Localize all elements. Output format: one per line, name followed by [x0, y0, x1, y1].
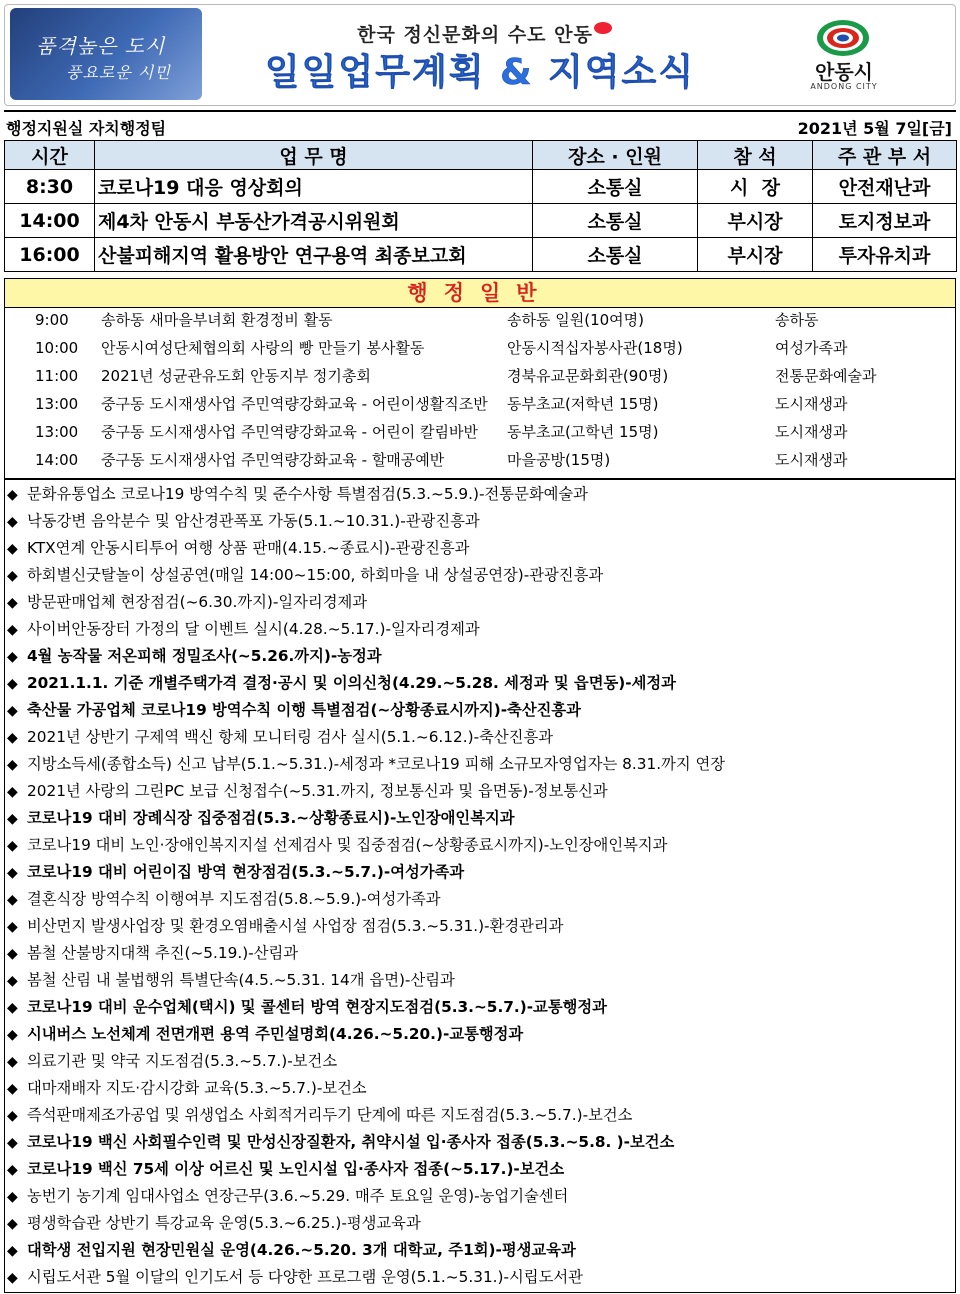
row-place: 소통실 [533, 170, 698, 204]
diamond-bullet-icon: ◆ [7, 1243, 18, 1259]
bulletin-text: 봄철 산불방지대책 추진(~5.19.)-산림과 [27, 944, 299, 962]
diamond-bullet-icon: ◆ [7, 757, 18, 773]
bulletin-item [7, 1183, 951, 1210]
bulletin-text: 대학생 전입지원 현장민원실 운영(4.26.~5.20. 3개 대학교, 주1회)-평생교육과 [27, 1241, 576, 1259]
diamond-bullet-icon: ◆ [7, 784, 18, 800]
bulletin-text: 코로나19 대비 노인·장애인복지지설 선제검사 및 집중점검(~상황종료시까지)-노인장애인복지과 [27, 836, 668, 854]
report-date: 2021년 5월 7일[금] [797, 119, 952, 138]
bulletin-item [7, 697, 951, 724]
page-title: 일일업무계획 & 지역소식 [264, 52, 696, 93]
bulletin-item [7, 1210, 951, 1237]
bulletin-text: 대마재배자 지도·감시강화 교육(5.3.~5.7.)-보건소 [27, 1079, 367, 1097]
diamond-bullet-icon: ◆ [7, 946, 18, 962]
logo-name: 안동시 [815, 60, 873, 84]
bulletin-text: 방문판매업체 현장점검(~6.30.까지)-일자리경제과 [27, 593, 368, 611]
bulletin-item [7, 1102, 951, 1129]
bulletin-text: 시내버스 노선체계 전면개편 용역 주민설명회(4.26.~5.20.)-교통행정과 [27, 1025, 524, 1043]
item-time: 10:00 [35, 339, 79, 357]
bulletin-item [7, 805, 951, 832]
item-place: 동부초교(고학년 15명) [507, 423, 659, 441]
row-dept: 안전재난과 [813, 170, 957, 204]
item-task: 중구동 도시재생사업 주민역량강화교육 - 어린이생활직조반 [101, 395, 488, 413]
andong-mark-icon [594, 22, 612, 34]
bulletin-text: 비산먼지 발생사업장 및 환경오염배출시설 사업장 점검(5.3.~5.31.)-환경관리과 [27, 917, 564, 935]
bulletin-item [7, 724, 951, 751]
bulletin-text: 코로나19 대비 어린이집 방역 현장점검(5.3.~5.7.)-여성가족과 [27, 863, 465, 881]
row-task: 산불피해지역 활용방안 연구용역 최종보고회 [95, 238, 533, 272]
bulletin-item [7, 859, 951, 886]
bulletin-item [7, 913, 951, 940]
bulletin-item [7, 940, 951, 967]
row-task: 제4차 안동시 부동산가격공시위원회 [95, 204, 533, 238]
bulletin-text: 2021.1.1. 기준 개별주택가격 결정·공시 및 이의신청(4.29.~5.28. 세정과 및 읍면동)-세정과 [27, 674, 676, 692]
bulletin-item [7, 616, 951, 643]
row-dept: 토지정보과 [813, 204, 957, 238]
bulletin-text: 낙동강변 음악분수 및 암산경관폭포 가동(5.1.~10.31.)-관광진흥과 [27, 512, 480, 530]
item-time: 14:00 [35, 451, 79, 469]
item-dept: 도시재생과 [775, 423, 848, 441]
item-task: 2021년 성균관유도회 안동지부 정기총회 [101, 367, 371, 385]
bulletin-text: 봄철 산림 내 불법행위 특별단속(4.5.~5.31. 14개 읍면)-산림과 [27, 971, 455, 989]
diamond-bullet-icon: ◆ [7, 919, 18, 935]
bulletin-text: 시립도서관 5월 이달의 인기도서 등 다양한 프로그램 운영(5.1.~5.31.)-시립도서관 [27, 1268, 583, 1286]
bulletin-text: 문화유통업소 코로나19 방역수칙 및 준수사항 특별점검(5.3.~5.9.)-전통문화예술과 [27, 485, 588, 503]
bulletin-item [7, 589, 951, 616]
schedule-header-row [5, 141, 957, 170]
bulletin-item [7, 832, 951, 859]
row-time: 16:00 [5, 238, 95, 272]
item-task: 송하동 새마을부녀회 환경정비 활동 [101, 311, 333, 329]
team-date-row [4, 110, 956, 141]
bulletin-item [7, 1264, 951, 1291]
diamond-bullet-icon: ◆ [7, 865, 18, 881]
row-attend: 부시장 [698, 204, 813, 238]
bulletin-item [7, 1129, 951, 1156]
bulletin-item [7, 1075, 951, 1102]
bulletin-item [7, 1021, 951, 1048]
bulletin-text: 하회별신굿탈놀이 상설공연(매일 14:00~15:00, 하회마을 내 상설공연장)-관광진흥과 [27, 566, 604, 584]
header-attend: 참 석 [698, 141, 813, 170]
diamond-bullet-icon: ◆ [7, 649, 18, 665]
bulletin-item [7, 670, 951, 697]
diamond-bullet-icon: ◆ [7, 1270, 18, 1286]
header [0, 0, 960, 108]
row-time: 8:30 [5, 170, 95, 204]
item-dept: 도시재생과 [775, 451, 848, 469]
diamond-bullet-icon: ◆ [7, 1189, 18, 1205]
bulletin-item [7, 751, 951, 778]
bulletin-text: 의료기관 및 약국 지도점검(5.3.~5.7.)-보건소 [27, 1052, 338, 1070]
item-place: 동부초교(저학년 15명) [507, 395, 659, 413]
bulletin-item [7, 508, 951, 535]
item-time: 13:00 [35, 395, 79, 413]
diamond-bullet-icon: ◆ [7, 811, 18, 827]
item-time: 9:00 [35, 311, 69, 329]
diamond-bullet-icon: ◆ [7, 1000, 18, 1016]
item-task: 안동시여성단체협의회 사랑의 빵 만들기 봉사활동 [101, 339, 425, 357]
table-row [5, 238, 957, 272]
diamond-bullet-icon: ◆ [7, 1162, 18, 1178]
logo-subtitle: ANDONG CITY [810, 82, 878, 91]
diamond-bullet-icon: ◆ [7, 730, 18, 746]
diamond-bullet-icon: ◆ [7, 541, 18, 557]
list-item [5, 306, 955, 334]
item-place: 경북유교문화회관(90명) [507, 367, 669, 385]
diamond-bullet-icon: ◆ [7, 568, 18, 584]
bulletin-text: 코로나19 대비 운수업체(택시) 및 콜센터 방역 현장지도점검(5.3.~5.7.)-교통행정과 [27, 998, 607, 1016]
diamond-bullet-icon: ◆ [7, 622, 18, 638]
bulletin-text: 농번기 농기계 임대사업소 연장근무(3.6.~5.29. 매주 토요일 운영)-농업기술센터 [27, 1187, 569, 1205]
table-row [5, 170, 957, 204]
slogan-banner [10, 8, 202, 100]
bulletin-item [7, 778, 951, 805]
item-dept: 여성가족과 [775, 339, 848, 357]
item-place: 송하동 일원(10여명) [507, 311, 644, 329]
bulletin-text: 2021년 사랑의 그린PC 보급 신청접수(~5.31.까지, 정보통신과 및 읍면동)-정보통신과 [27, 782, 608, 800]
bulletin-text: 코로나19 대비 장례식장 집중점검(5.3.~상황종료시)-노인장애인복지과 [27, 809, 515, 827]
row-task: 코로나19 대응 영상회의 [95, 170, 533, 204]
diamond-bullet-icon: ◆ [7, 676, 18, 692]
row-attend: 부시장 [698, 238, 813, 272]
row-dept: 투자유치과 [813, 238, 957, 272]
diamond-bullet-icon: ◆ [7, 1216, 18, 1232]
bulletin-text: KTX연계 안동시티투어 여행 상품 판매(4.15.~종료시)-관광진흥과 [27, 539, 470, 557]
item-task: 중구동 도시재생사업 주민역량강화교육 - 할매공예반 [101, 451, 445, 469]
bulletin-text: 결혼식장 방역수칙 이행여부 지도점검(5.8.~5.9.)-여성가족과 [27, 890, 441, 908]
item-dept: 송하동 [775, 311, 819, 329]
team-name: 행정지원실 자치행정팀 [6, 119, 167, 138]
bulletin-item [7, 994, 951, 1021]
bulletin-item [7, 1048, 951, 1075]
diamond-bullet-icon: ◆ [7, 892, 18, 908]
general-section-title: 행정일반 [4, 278, 956, 308]
diamond-bullet-icon: ◆ [7, 1081, 18, 1097]
bulletin-text: 지방소득세(종합소득) 신고 납부(5.1.~5.31.)-세정과 *코로나19 피해 소규모자영업자는 8.31.까지 연장 [27, 755, 726, 773]
list-item [5, 390, 955, 418]
row-place: 소통실 [533, 204, 698, 238]
diamond-bullet-icon: ◆ [7, 1135, 18, 1151]
diamond-bullet-icon: ◆ [7, 514, 18, 530]
diamond-bullet-icon: ◆ [7, 1027, 18, 1043]
bulletin-item [7, 1237, 951, 1264]
bulletin-text: 4월 농작물 저온피해 정밀조사(~5.26.까지)-농정과 [27, 647, 382, 665]
item-dept: 전통문화예술과 [775, 367, 877, 385]
diamond-bullet-icon: ◆ [7, 1054, 18, 1070]
bulletin-item [7, 643, 951, 670]
bulletin-item [7, 967, 951, 994]
item-time: 13:00 [35, 423, 79, 441]
header-place: 장소 · 인원 [533, 141, 698, 170]
bulletin-text: 코로나19 백신 사회필수인력 및 만성신장질환자, 취약시설 입·종사자 접종(5.3.~5.8. )-보건소 [27, 1133, 675, 1151]
diamond-bullet-icon: ◆ [7, 1108, 18, 1124]
bulletin-item [7, 535, 951, 562]
diamond-bullet-icon: ◆ [7, 838, 18, 854]
table-row [5, 204, 957, 238]
item-place: 마을공방(15명) [507, 451, 611, 469]
list-item [5, 334, 955, 362]
bulletin-item [7, 481, 951, 508]
list-item [5, 362, 955, 390]
schedule-table [4, 140, 957, 272]
header-dept: 주 관 부 서 [813, 141, 957, 170]
item-place: 안동시적십자봉사관(18명) [507, 339, 683, 357]
diamond-bullet-icon: ◆ [7, 595, 18, 611]
bulletin-text: 사이버안동장터 가정의 달 이벤트 실시(4.28.~5.17.)-일자리경제과 [27, 620, 480, 638]
list-item [5, 446, 955, 474]
slogan-line2: 풍요로운 시민 [66, 63, 171, 82]
row-attend: 시 장 [698, 170, 813, 204]
bulletin-item [7, 562, 951, 589]
item-task: 중구동 도시재생사업 주민역량강화교육 - 어린이 칼림바반 [101, 423, 479, 441]
diamond-bullet-icon: ◆ [7, 487, 18, 503]
row-place: 소통실 [533, 238, 698, 272]
header-task: 업 무 명 [95, 141, 533, 170]
diamond-bullet-icon: ◆ [7, 703, 18, 719]
item-time: 11:00 [35, 367, 79, 385]
item-dept: 도시재생과 [775, 395, 848, 413]
bulletin-item [7, 886, 951, 913]
bulletin-text: 평생학습관 상반기 특강교육 운영(5.3.~6.25.)-평생교육과 [27, 1214, 421, 1232]
list-item [5, 418, 955, 446]
diamond-bullet-icon: ◆ [7, 973, 18, 989]
bulletin-item [7, 1156, 951, 1183]
header-subtitle: 한국 정신문화의 수도 안동 [357, 24, 593, 46]
header-time: 시간 [5, 141, 95, 170]
slogan-line1: 품격높은 도시 [36, 34, 166, 58]
bulletin-text: 2021년 상반기 구제역 백신 항체 모니터링 검사 실시(5.1.~6.12.)-축산진흥과 [27, 728, 553, 746]
general-list [4, 306, 956, 479]
bulletin-text: 축산물 가공업체 코로나19 방역수칙 이행 특별점검(~상황종료시까지)-축산진흥과 [27, 701, 581, 719]
bulletin-text: 코로나19 백신 75세 이상 어르신 및 노인시설 입·종사자 접종(~5.17.)-보건소 [27, 1160, 565, 1178]
bulletin-list [4, 479, 956, 1293]
bulletin-text: 즉석판매제조가공업 및 위생업소 사회적거리두기 단계에 따른 지도점검(5.3.~5.7.)-보건소 [27, 1106, 633, 1124]
row-time: 14:00 [5, 204, 95, 238]
